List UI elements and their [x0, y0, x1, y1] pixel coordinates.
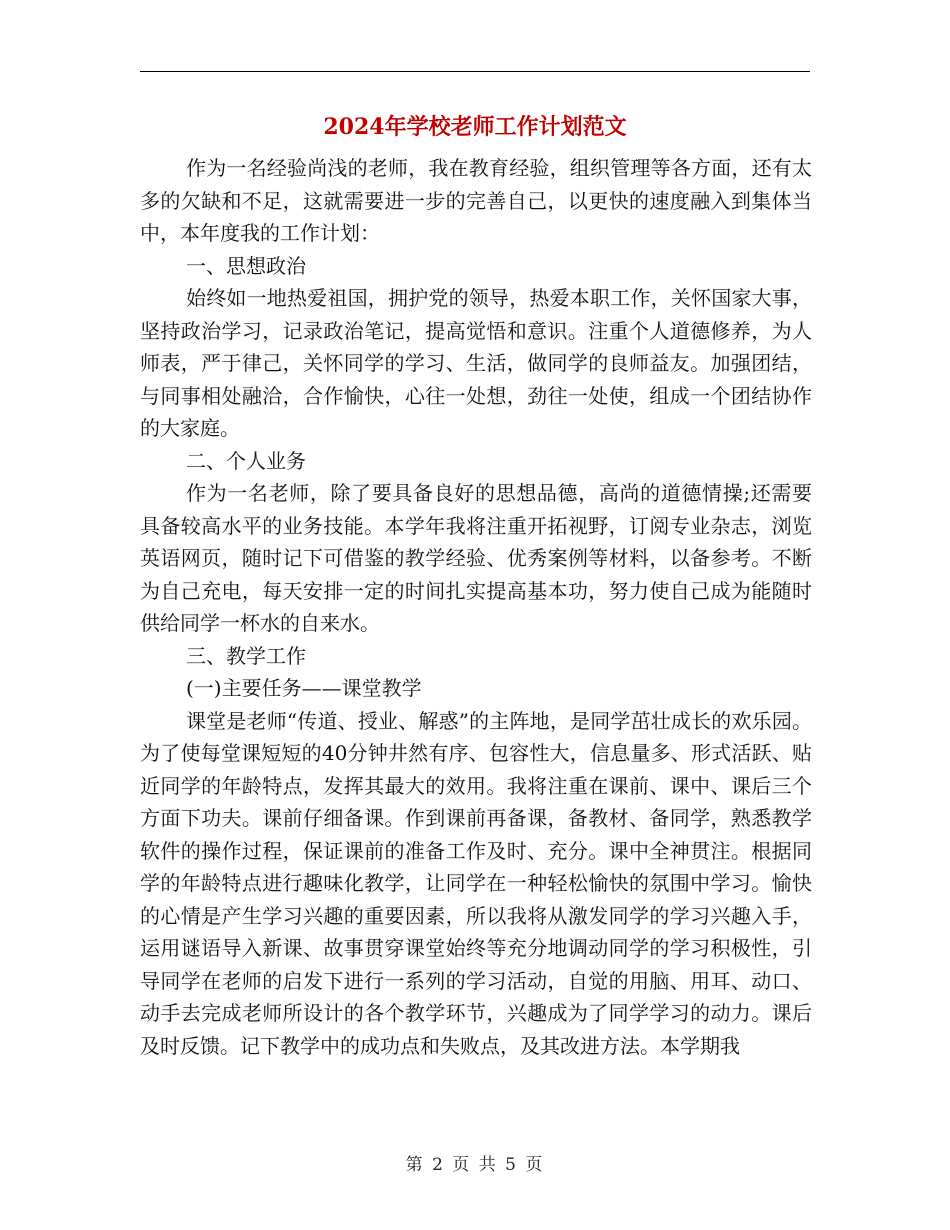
- paragraph-personal-work: 作为一名老师，除了要具备良好的思想品德，高尚的道德情操;还需要具备较高水平的业务技能。本学年我将注重开拓视野，订阅专业杂志，浏览英语网页，随时记下可借鉴的教学经验、优秀案例等材料，以备参考。不断为自己充电，每天安排一定的时间扎实提高基本功，努力使自己成为能随时供给同学一杯水的自来水。: [140, 481, 812, 635]
- paragraph-classroom: 课堂是老师“传道、授业、解惑”的主阵地，是同学茁壮成长的欢乐园。为了使每堂课短短的40分钟井然有序、包容性大，信息量多、形式活跃、贴近同学的年龄特点，发挥其最大的效用。我将注重在课前、课中、课后三个方面下功夫。课前仔细备课。作到课前再备课，备教材、备同学，熟悉教学软件的操作过程，保证课前的准备工作及时、充分。课中全神贯注。根据同学的年龄特点进行趣味化教学，让同学在一种轻松愉快的氛围中学习。愉快的心情是产生学习兴趣的重要因素，所以我将从激发同学的学习兴趣入手，运用谜语导入新课、故事贯穿课堂始终等充分地调动同学的学习积极性，引导同学在老师的启发下进行一系列的学习活动，自觉的用脑、用耳、动口、动手去完成老师所设计的各个教学环节，兴趣成为了同学学习的动力。课后及时反馈。记下教学中的成功点和失败点，及其改进方法。本学期我: [140, 708, 812, 1058]
- paragraph-intro: 作为一名经验尚浅的老师，我在教育经验，组织管理等各方面，还有太多的欠缺和不足，这就需要进一步的完善自己，以更快的速度融入到集体当中，本年度我的工作计划：: [140, 156, 812, 245]
- subsection-heading-classroom: (一)主要任务——课堂教学: [186, 676, 422, 700]
- header-rule: [140, 71, 810, 72]
- section-heading-ideology: 一、思想政治: [186, 253, 306, 278]
- section-heading-teaching: 三、教学工作: [186, 643, 306, 668]
- page-number-footer: 第 2 页 共 5 页: [405, 1155, 545, 1175]
- paragraph-ideology: 始终如一地热爱祖国，拥护党的领导，热爱本职工作，关怀国家大事，坚持政治学习，记录政治笔记，提高觉悟和意识。注重个人道德修养，为人师表，严于律己，关怀同学的学习、生活，做同学的良师益友。加强团结，与同事相处融洽，合作愉快，心往一处想，劲往一处使，组成一个团结协作的大家庭。: [140, 286, 812, 440]
- section-heading-personal-work: 二、个人业务: [186, 448, 306, 473]
- document-title: 2024年学校老师工作计划范文: [323, 114, 627, 140]
- document-body: [140, 152, 812, 1062]
